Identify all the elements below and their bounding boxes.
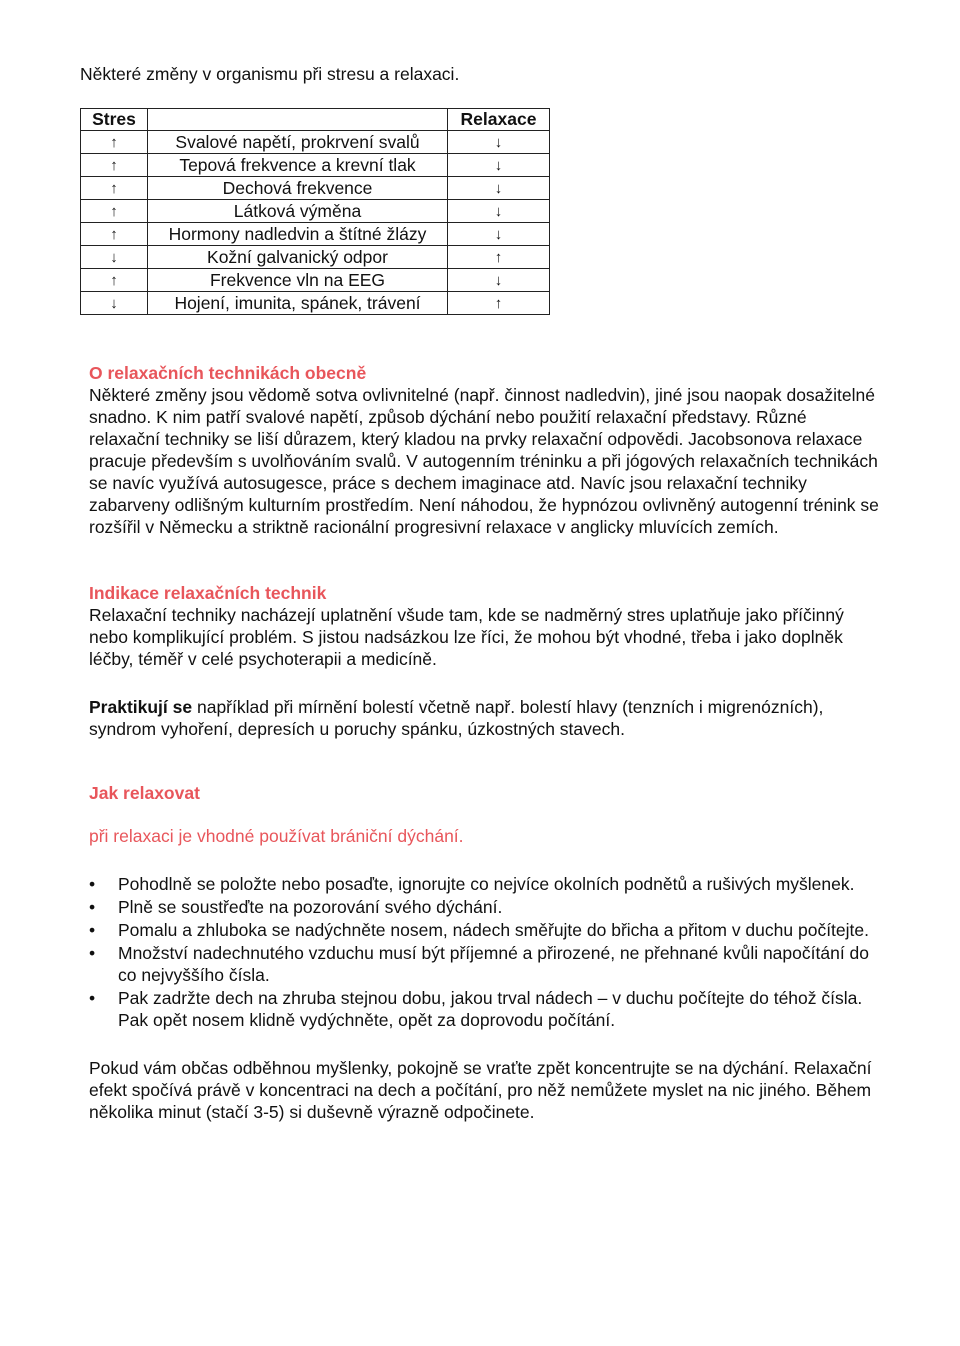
indications-title: Indikace relaxačních technik xyxy=(89,583,327,603)
row-label: Kožní galvanický odpor xyxy=(148,246,448,269)
stress-cell xyxy=(81,200,148,223)
general-section xyxy=(89,362,879,538)
table-row xyxy=(81,292,550,315)
arrow-down-icon: ↓ xyxy=(494,203,503,220)
closing-paragraph: Pokud vám občas odběhnou myšlenky, pokojně se vraťte zpět koncentrujte se na dýchání. Relaxační efekt spočívá právě v koncentraci na dech a počítání, pro něž nemůžete myslet na nic jiného. Během několika minut (stačí 3-5) si duševně výrazně odpočinete. xyxy=(89,1058,872,1122)
relax-cell xyxy=(448,292,550,315)
howto-title: Jak relaxovat xyxy=(89,783,200,803)
arrow-up-icon: ↑ xyxy=(110,272,118,289)
arrow-down-icon: ↓ xyxy=(110,295,118,312)
indications-section xyxy=(89,582,879,740)
general-title: O relaxačních technikách obecně xyxy=(89,363,367,383)
relax-cell xyxy=(448,246,550,269)
table-body xyxy=(81,131,550,315)
arrow-up-icon: ↑ xyxy=(110,157,118,174)
table-row xyxy=(81,177,550,200)
table-row xyxy=(81,269,550,292)
list-item: • Množství nadechnutého vzduchu musí být příjemné a přirozené, ne přehnané kvůli napočítání do co nejvyššího čísla. xyxy=(89,942,879,986)
table-row xyxy=(81,131,550,154)
list-item: • Pohodlně se položte nebo posaďte, ignorujte co nejvíce okolních podnětů a rušivých myšlenek. xyxy=(89,873,879,895)
practice-paragraph xyxy=(89,696,879,740)
table-row xyxy=(81,154,550,177)
relax-cell xyxy=(448,200,550,223)
practice-text: například při mírnění bolestí včetně např. bolestí hlavy (tenzních i migrenózních), syndrom vyhoření, depresích u poruchy spánku, úzkostných stavech. xyxy=(89,697,824,739)
arrow-down-icon: ↓ xyxy=(494,180,503,197)
relax-cell xyxy=(448,269,550,292)
relax-cell xyxy=(448,154,550,177)
page-heading: Některé změny v organismu při stresu a relaxaci. xyxy=(80,64,460,84)
stress-cell xyxy=(81,246,148,269)
arrow-down-icon: ↓ xyxy=(494,134,503,151)
header-blank xyxy=(148,109,448,131)
practice-bold: Praktikují se xyxy=(89,697,193,717)
row-label: Látková výměna xyxy=(148,200,448,223)
list-item: • Pak zadržte dech na zhruba stejnou dobu, jakou trval nádech – v duchu počítejte do téhož čísla. Pak opět nosem klidně vydýchněte, opět za doprovodu počítání. xyxy=(89,987,879,1031)
row-label: Frekvence vln na EEG xyxy=(148,269,448,292)
list-item: • Pomalu a zhluboka se nadýchněte nosem, nádech směřujte do břicha a přitom v duchu počítejte. xyxy=(89,919,879,941)
arrow-up-icon: ↑ xyxy=(494,249,503,266)
arrow-up-icon: ↑ xyxy=(110,180,118,197)
stress-cell xyxy=(81,154,148,177)
howto-section xyxy=(89,782,879,1123)
stress-cell xyxy=(81,223,148,246)
table-row xyxy=(81,246,550,269)
header-relaxation: Relaxace xyxy=(448,109,550,131)
relax-cell xyxy=(448,177,550,200)
table-row xyxy=(81,223,550,246)
table-row xyxy=(81,200,550,223)
arrow-up-icon: ↑ xyxy=(110,134,118,151)
list-item: • Plně se soustřeďte na pozorování svého dýchání. xyxy=(89,896,879,918)
arrow-down-icon: ↓ xyxy=(494,226,503,243)
arrow-down-icon: ↓ xyxy=(110,249,118,266)
relax-cell xyxy=(448,223,550,246)
row-label: Svalové napětí, prokrvení svalů xyxy=(148,131,448,154)
arrow-down-icon: ↓ xyxy=(494,157,503,174)
arrow-up-icon: ↑ xyxy=(494,295,503,312)
arrow-down-icon: ↓ xyxy=(494,272,503,289)
arrow-up-icon: ↑ xyxy=(110,203,118,220)
row-label: Hormony nadledvin a štítné žlázy xyxy=(148,223,448,246)
row-label: Dechová frekvence xyxy=(148,177,448,200)
stress-cell xyxy=(81,292,148,315)
arrow-up-icon: ↑ xyxy=(110,226,118,243)
general-paragraph: Některé změny jsou vědomě sotva ovlivnitelné (např. činnost nadledvin), jiné jsou naopak dosažitelné snadno. K nim patří svalové napětí, způsob dýchání nebo použití relaxační představy. Různé relaxační techniky se liší důrazem, který kladou na prvky relaxační odpovědi. Jacobsonova relaxace pracuje především s uvolňováním svalů. V autogenním tréninku a při jógových relaxačních technikách se navíc využívá autosugesce, práce s dechem imaginace atd. Navíc jsou relaxační techniky zabarveny odlišným kulturním prostředím. Není náhodou, že hypnózou ovlivněný autogenní trénink se rozšířil v Německu a striktně racionální progresivní relaxace v anglicky mluvících zemích. xyxy=(89,385,879,537)
stress-cell xyxy=(81,177,148,200)
header-stress: Stres xyxy=(81,109,148,131)
stress-cell xyxy=(81,269,148,292)
stress-relaxation-table xyxy=(80,108,550,315)
indications-paragraph: Relaxační techniky nacházejí uplatnění všude tam, kde se nadměrný stres uplatňuje jako příčinný nebo komplikující problém. S jistou nadsázkou lze říci, že mohou být vhodné, třeba i jako doplněk léčby, téměř v celé psychoterapii a medicíně. xyxy=(89,605,844,669)
howto-subtitle: při relaxaci je vhodné používat brániční dýchání. xyxy=(89,826,464,846)
stress-cell xyxy=(81,131,148,154)
table-header-row xyxy=(81,109,550,131)
row-label: Tepová frekvence a krevní tlak xyxy=(148,154,448,177)
howto-steps xyxy=(89,873,879,1031)
row-label: Hojení, imunita, spánek, trávení xyxy=(148,292,448,315)
relax-cell xyxy=(448,131,550,154)
